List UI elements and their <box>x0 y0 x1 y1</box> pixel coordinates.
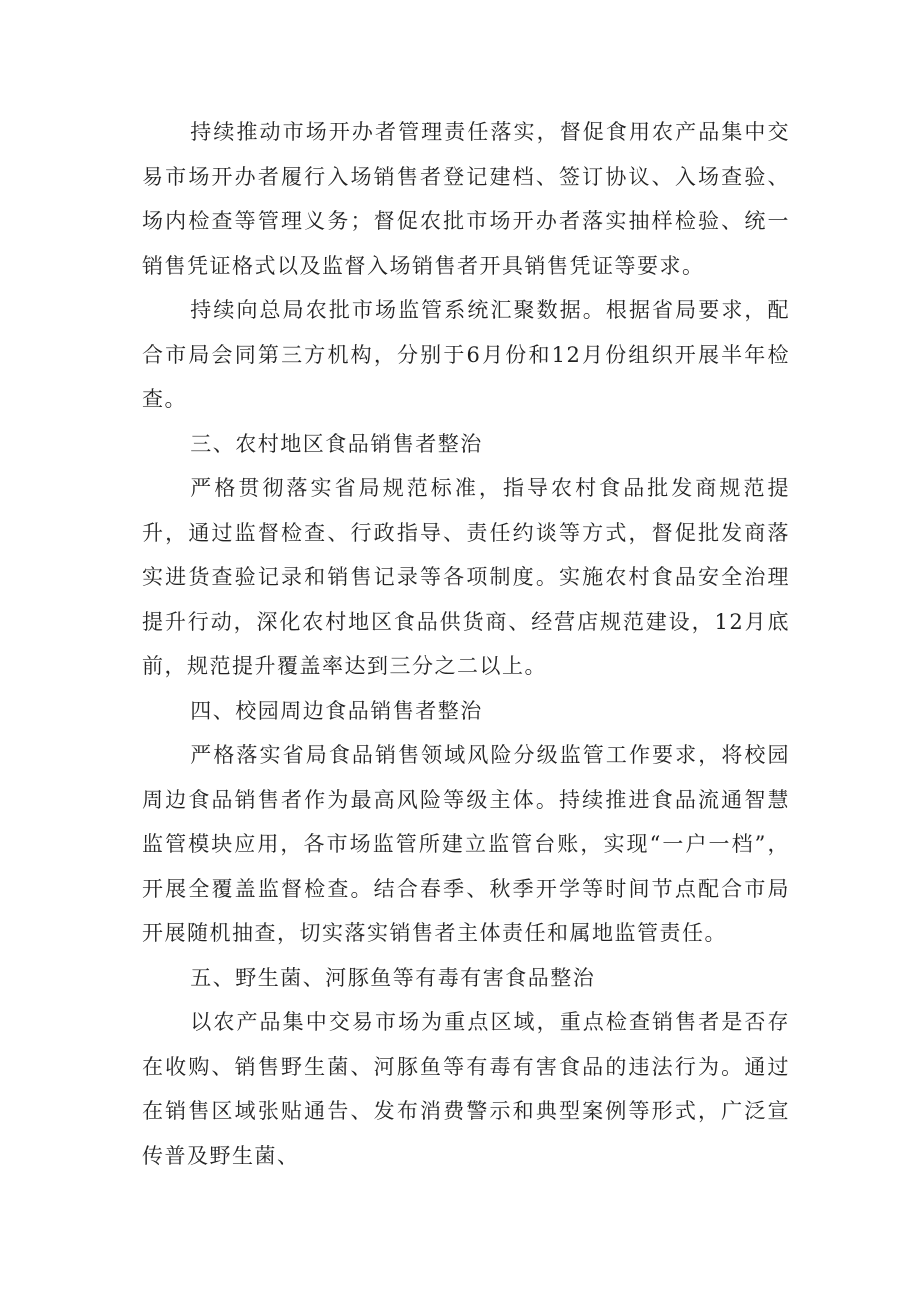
paragraph-market-operator-responsibility: 持续推动市场开办者管理责任落实，督促食用农产品集中交易市场开办者履行入场销售者登记建档、签订协议、入场查验、场内检查等管理义务；督促农批市场开办者落实抽样检验、统一销售凭证格式以及监督入场销售者开具销售凭证等要求。 <box>142 120 790 278</box>
paragraph-toxic-food: 以农产品集中交易市场为重点区域，重点检查销售者是否存在收购、销售野生菌、河豚鱼等有毒有害食品的违法行为。通过在销售区域张贴通告、发布消费警示和典型案例等形式，广泛宣传普及野生菌、 <box>142 1010 790 1168</box>
paragraph-data-aggregation: 持续向总局农批市场监管系统汇聚数据。根据省局要求，配合市局会同第三方机构，分别于6月份和12月份组织开展半年检查。 <box>142 298 790 411</box>
section-heading-rural: 三、农村地区食品销售者整治 <box>190 431 483 456</box>
section-heading-toxic-food: 五、野生菌、河豚鱼等有毒有害食品整治 <box>190 965 596 990</box>
document-body <box>142 110 790 1178</box>
paragraph-campus-sellers: 严格落实省局食品销售领域风险分级监管工作要求，将校园周边食品销售者作为最高风险等级主体。持续推进食品流通智慧监管模块应用，各市场监管所建立监管台账，实现“一户一档”，开展全覆盖监督检查。结合春季、秋季开学等时间节点配合市局开展随机抽查，切实落实销售者主体责任和属地监管责任。 <box>142 743 790 945</box>
paragraph-rural-sellers: 严格贯彻落实省局规范标准，指导农村食品批发商规范提升，通过监督检查、行政指导、责任约谈等方式，督促批发商落实进货查验记录和销售记录等各项制度。实施农村食品安全治理提升行动，深化农村地区食品供货商、经营店规范建设，12月底前，规范提升覆盖率达到三分之二以上。 <box>142 476 790 678</box>
section-heading-campus: 四、校园周边食品销售者整治 <box>190 698 483 723</box>
